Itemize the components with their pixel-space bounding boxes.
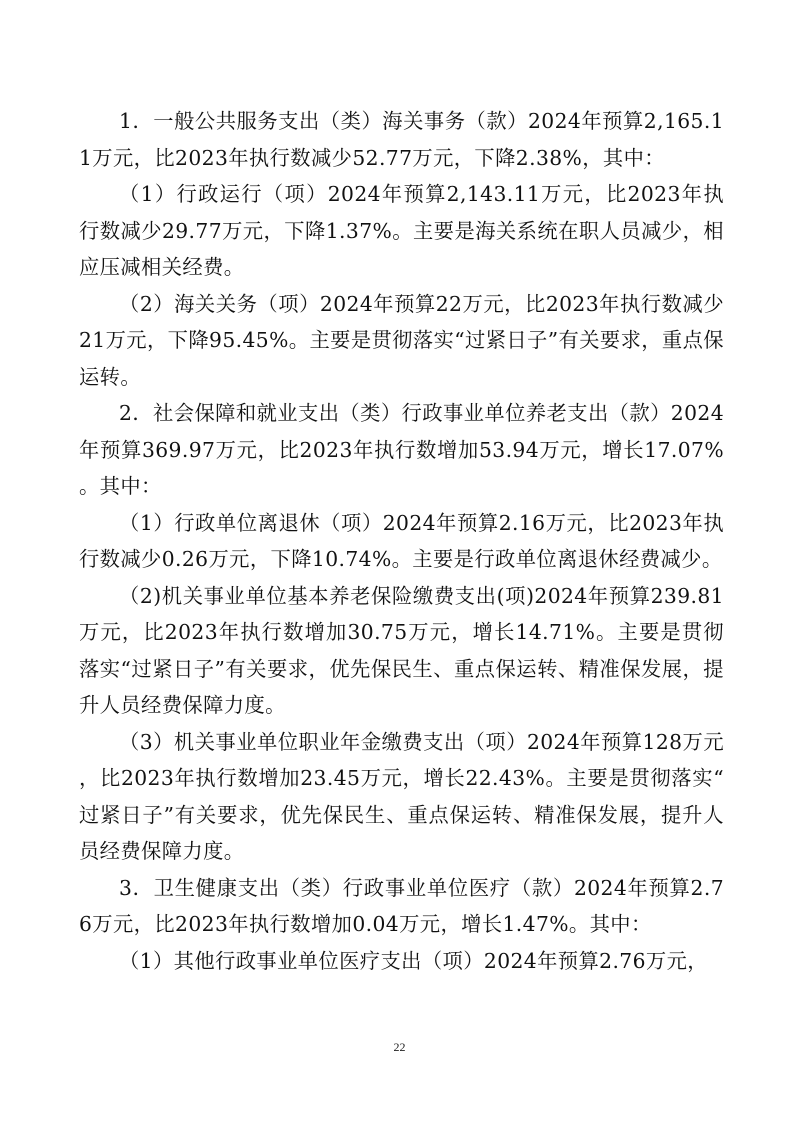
paragraph-customs-affairs: （2）海关关务（项）2024年预算22万元，比2023年执行数减少21万元，下降95.45%。主要是贯彻落实“过紧日子”有关要求，重点保运转。 xyxy=(79,291,724,389)
paragraph-other-medical-expenditure: （1）其他行政事业单位医疗支出（项）2024年预算2.76万元， xyxy=(119,948,708,973)
paragraph-health-expenditure: 3．卫生健康支出（类）行政事业单位医疗（款）2024年预算2.76万元，比2023年执行数增加0.04万元，增长1.47%。其中： xyxy=(79,875,724,936)
paragraph-basic-pension-insurance: （2)机关事业单位基本养老保险缴费支出(项)2024年预算239.81万元，比2023年执行数增加30.75万元，增长14.71%。主要是贯彻落实“过紧日子”有关要求，优先保民生、重点保运转、精准保发展，提升人员经费保障力度。 xyxy=(79,583,724,717)
page-number: 22 xyxy=(393,1040,406,1054)
paragraph-administrative-operation: （1）行政运行（项）2024年预算2,143.11万元，比2023年执行数减少29.77万元，下降1.37%。主要是海关系统在职人员减少，相应压减相关经费。 xyxy=(79,182,724,279)
paragraph-general-public-services: 1．一般公共服务支出（类）海关事务（款）2024年预算2,165.11万元，比2023年执行数减少52.77万元，下降2.38%，其中： xyxy=(79,109,724,170)
paragraph-occupational-annuity: （3）机关事业单位职业年金缴费支出（项）2024年预算128万元，比2023年执行数增加23.45万元，增长22.43%。主要是贯彻落实“过紧日子”有关要求，优先保民生、重点保运转、精准保发展，提升人员经费保障力度。 xyxy=(79,729,724,863)
document-body xyxy=(79,103,724,979)
paragraph-administrative-retirement: （1）行政单位离退休（项）2024年预算2.16万元，比2023年执行数减少0.26万元，下降10.74%。主要是行政单位离退休经费减少。 xyxy=(79,510,724,571)
paragraph-social-security-employment: 2．社会保障和就业支出（类）行政事业单位养老支出（款）2024年预算369.97万元，比2023年执行数增加53.94万元，增长17.07%。其中： xyxy=(79,401,724,498)
